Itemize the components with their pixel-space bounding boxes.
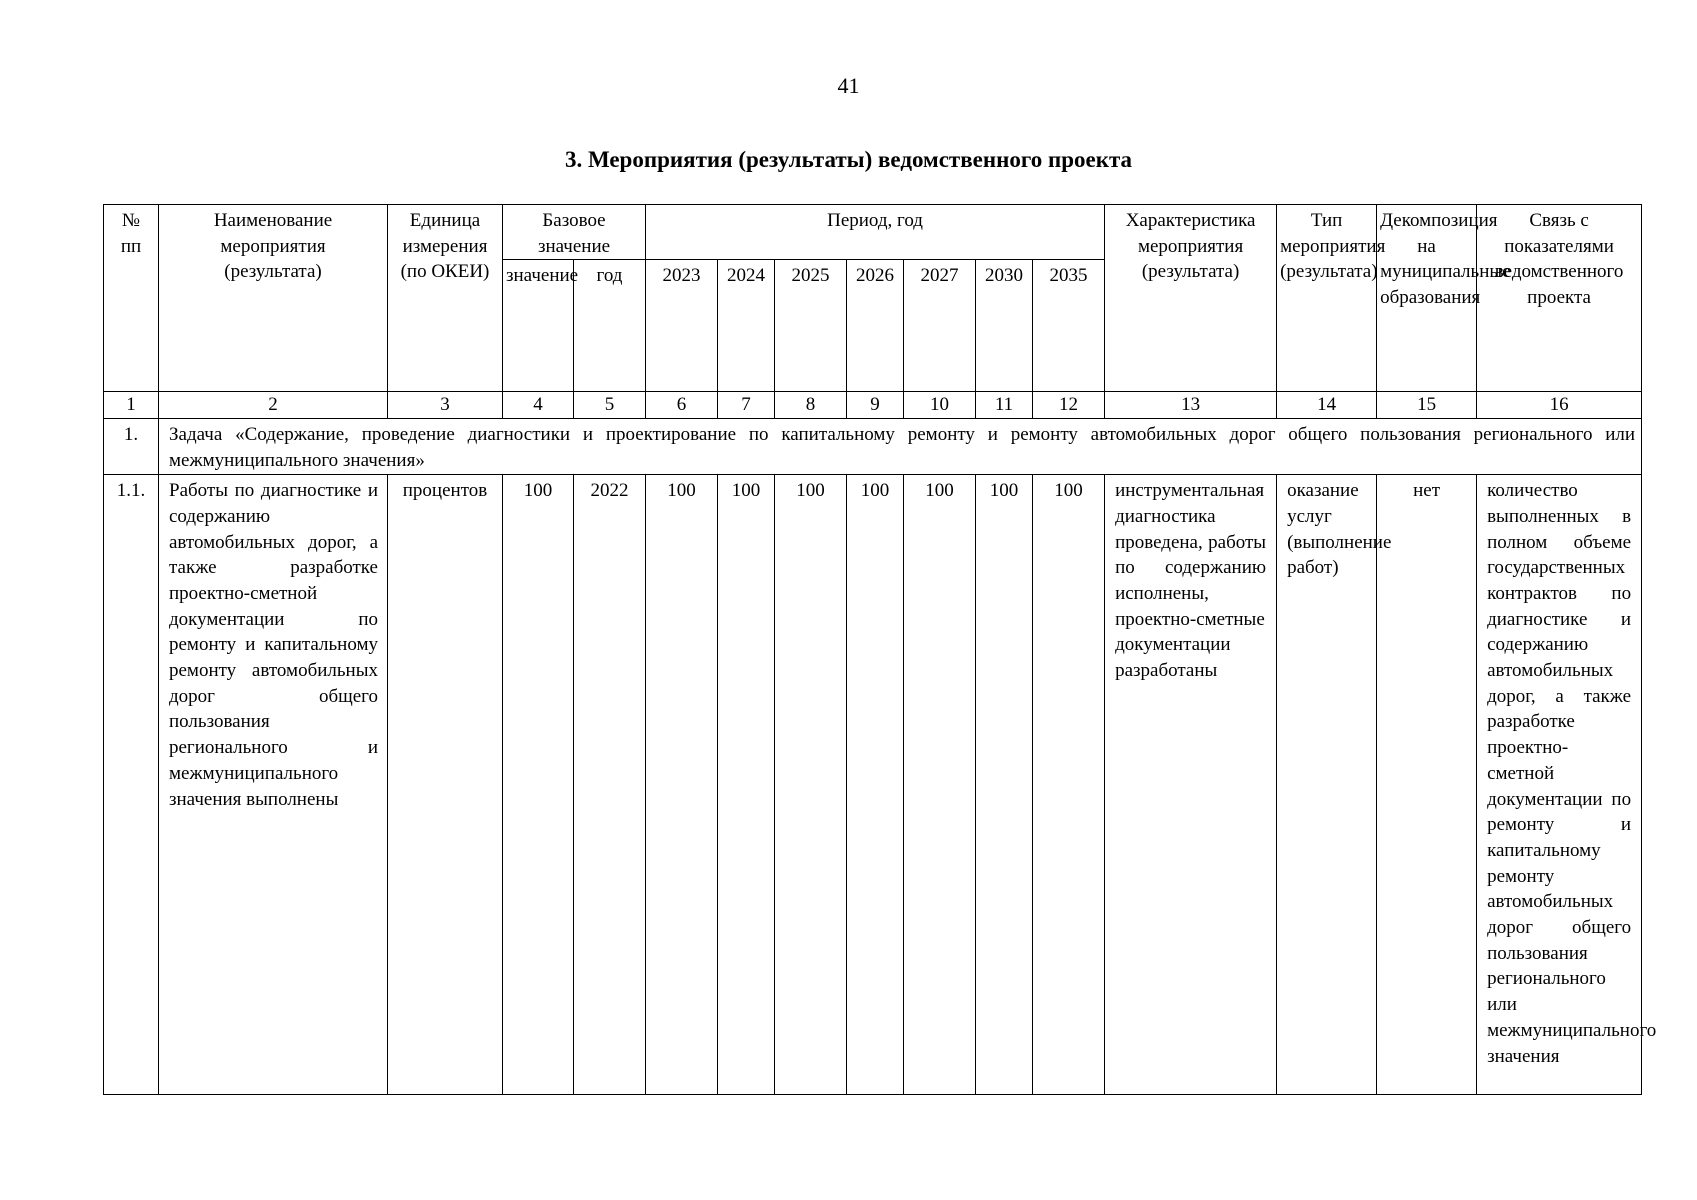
column-number: 6 xyxy=(646,392,718,419)
row-decomposition: нет xyxy=(1377,475,1477,1095)
section-title: 3. Мероприятия (результаты) ведомственного проекта xyxy=(564,147,1133,172)
column-number: 8 xyxy=(775,392,847,419)
column-number: 1 xyxy=(104,392,159,419)
row-value-2027: 100 xyxy=(904,475,976,1095)
header-base-value: значение xyxy=(503,260,574,392)
header-decomposition: Декомпозиция на муниципальные образования xyxy=(1377,205,1477,392)
column-numbers-row xyxy=(104,392,1642,419)
column-number: 15 xyxy=(1377,392,1477,419)
row-base-year: 2022 xyxy=(574,475,646,1095)
header-year-2025: 2025 xyxy=(775,260,847,392)
row-value-2035: 100 xyxy=(1033,475,1105,1095)
column-number: 2 xyxy=(159,392,388,419)
row-characteristic: инструментальная диагностика проведена, работы по содержанию исполнены, проектно-сметные документации разработаны xyxy=(1105,475,1277,1095)
row-value-2030: 100 xyxy=(976,475,1033,1095)
column-number: 7 xyxy=(718,392,775,419)
column-number: 4 xyxy=(503,392,574,419)
header-link: Связь с показателями ведомственного проекта xyxy=(1477,205,1642,392)
header-base: Базовое значение xyxy=(503,205,646,260)
header-name: Наименование мероприятия (результата) xyxy=(159,205,388,392)
header-base-year: год xyxy=(574,260,646,392)
row-value-2025: 100 xyxy=(775,475,847,1095)
task-text: Задача «Содержание, проведение диагностики и проектирование по капитальному ремонту и ремонту автомобильных дорог общего пользования регионального или межмуниципального значения» xyxy=(159,419,1642,475)
header-no: № пп xyxy=(104,205,159,392)
table-row xyxy=(104,475,1642,1095)
row-unit: процентов xyxy=(388,475,503,1095)
column-number: 16 xyxy=(1477,392,1642,419)
column-number: 9 xyxy=(847,392,904,419)
header-year-2023: 2023 xyxy=(646,260,718,392)
row-value-2024: 100 xyxy=(718,475,775,1095)
header-year-2035: 2035 xyxy=(1033,260,1105,392)
task-number: 1. xyxy=(104,419,159,475)
row-value-2026: 100 xyxy=(847,475,904,1095)
row-value-2023: 100 xyxy=(646,475,718,1095)
column-number: 13 xyxy=(1105,392,1277,419)
header-type: Тип мероприятия (результата) xyxy=(1277,205,1377,392)
row-name: Работы по диагностике и содержанию автомобильных дорог, а также разработке проектно-сметной документации по ремонту и капитальному ремонту автомобильных дорог общего пользования регионального и межмуниципального значения выполнены xyxy=(159,475,388,1095)
header-year-2026: 2026 xyxy=(847,260,904,392)
header-year-2027: 2027 xyxy=(904,260,976,392)
header-year-2030: 2030 xyxy=(976,260,1033,392)
column-number: 14 xyxy=(1277,392,1377,419)
column-number: 12 xyxy=(1033,392,1105,419)
header-row-1 xyxy=(104,205,1642,260)
header-characteristic: Характеристика мероприятия (результата) xyxy=(1105,205,1277,392)
column-number: 3 xyxy=(388,392,503,419)
row-link: количество выполненных в полном объеме государственных контрактов по диагностике и содержанию автомобильных дорог, а также разработке проектно-сметной документации по ремонту и капитальному ремонту автомобильных дорог общего пользования регионального или межмуниципального значения xyxy=(1477,475,1642,1095)
header-unit: Единица измерения (по ОКЕИ) xyxy=(388,205,503,392)
page-number: 41 xyxy=(837,73,860,98)
row-type: оказание услуг (выполнение работ) xyxy=(1277,475,1377,1095)
column-number: 11 xyxy=(976,392,1033,419)
header-period: Период, год xyxy=(646,205,1105,260)
column-number: 10 xyxy=(904,392,976,419)
row-base-value: 100 xyxy=(503,475,574,1095)
row-number: 1.1. xyxy=(104,475,159,1095)
measures-table xyxy=(103,204,1657,1095)
header-year-2024: 2024 xyxy=(718,260,775,392)
column-number: 5 xyxy=(574,392,646,419)
task-row xyxy=(104,419,1642,475)
